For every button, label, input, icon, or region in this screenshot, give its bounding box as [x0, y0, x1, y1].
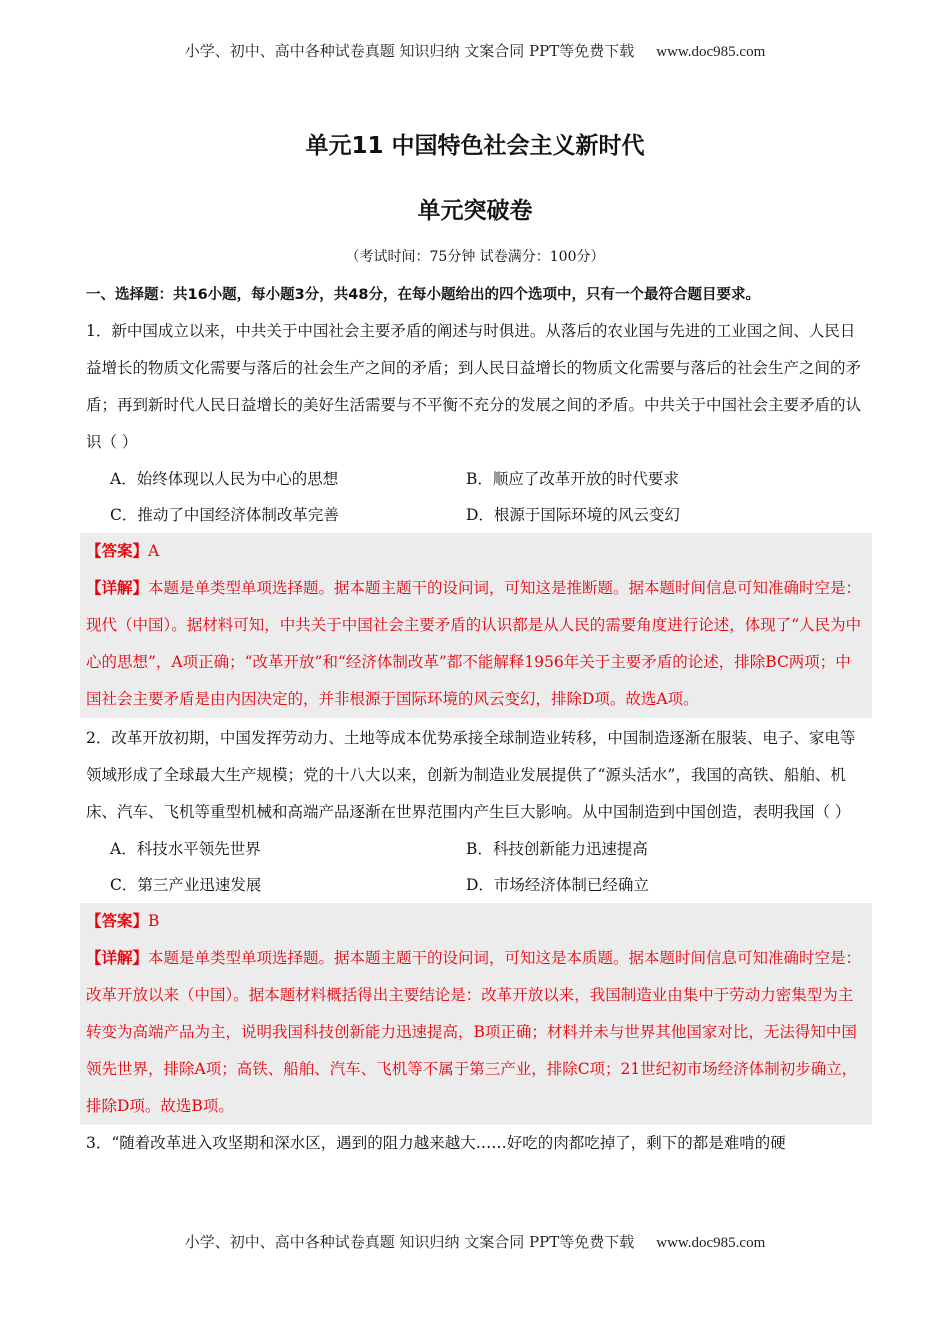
question-1-option-a: A．始终体现以人民为中心的思想 [110, 470, 339, 488]
question-2-stem: 2．改革开放初期，中国发挥劳动力、土地等成本优势承接全球制造业转移，中国制造逐渐在服装、电子、家电等领域形成了全球最大生产规模；党的十八大以来，创新为制造业发展提供了“源头活水”，我国的高铁、船舶、机床、汽车、飞机等重型机械和高端产品逐渐在世界范围内产生巨大影响。从中国制造到中国创造，表明我国（ ） [86, 729, 856, 821]
question-1-stem: 1．新中国成立以来，中共关于中国社会主要矛盾的阐述与时俱进。从落后的农业国与先进的工业国之间、人民日益增长的物质文化需要与落后的社会生产之间的矛盾；到人民日益增长的物质文化需要与落后的社会生产之间的矛盾；再到新时代人民日益增长的美好生活需要与不平衡不充分的发展之间的矛盾。中共关于中国社会主要矛盾的认识（ ） [86, 322, 862, 451]
question-2-option-b: B．科技创新能力迅速提高 [466, 840, 648, 858]
page-subtitle: 单元突破卷 [417, 198, 533, 224]
question-2-option-d: D．市场经济体制已经确立 [466, 876, 649, 894]
header-site-link[interactable]: www.doc985.com [656, 44, 766, 60]
document-body [86, 283, 866, 1162]
page-title: 单元11 中国特色社会主义新时代 [305, 133, 645, 159]
question-2-options [86, 831, 866, 903]
question-1-option-b: B．顺应了改革开放的时代要求 [466, 470, 679, 488]
detail-text: 本题是单类型单项选择题。据本题主题干的设问词，可知这是本质题。据本题时间信息可知准确时空是：改革开放以来（中国）。据本题材料概括得出主要结论是：改革开放以来，我国制造业由集中于劳动力密集型为主转变为高端产品为主，说明我国科技创新能力迅速提高，B项正确；材料并未与世界其他国家对比，无法得知中国领先世界，排除A项；高铁、船舶、汽车、飞机等不属于第三产业，排除C项；21世纪初市场经济体制初步确立，排除D项。故选B项。 [86, 949, 862, 1115]
detail-tag: 【详解】 [86, 949, 149, 967]
question-1-answer [86, 533, 866, 570]
section-heading: 一、选择题：共16小题，每小题3分，共48分，在每小题给出的四个选项中，只有一个最符合题目要求。 [86, 287, 760, 303]
question-2-answer-box [80, 903, 872, 1125]
question-2-option-a: A．科技水平领先世界 [110, 840, 261, 858]
answer-value: B [148, 912, 160, 930]
answer-tag: 【答案】 [86, 912, 149, 930]
question-1-answer-box [80, 533, 872, 718]
answer-tag: 【答案】 [86, 542, 149, 560]
question-2-answer [86, 903, 866, 940]
question-2-detail [86, 940, 866, 1125]
answer-value: A [148, 542, 160, 560]
question-1-option-d: D．根源于国际环境的风云变幻 [466, 506, 680, 524]
detail-text: 本题是单类型单项选择题。据本题主题干的设问词，可知这是推断题。据本题时间信息可知准确时空是：现代（中国）。据材料可知，中共关于中国社会主要矛盾的认识都是从人民的需要角度进行论述，体现了“人民为中心的思想”，A项正确；“改革开放”和“经济体制改革”都不能解释1956年关于主要矛盾的论述，排除BC两项；中国社会主要矛盾是由内因决定的，并非根源于国际环境的风云变幻，排除D项。故选A项。 [86, 579, 862, 708]
question-1-option-c: C．推动了中国经济体制改革完善 [110, 506, 339, 524]
footer-site-link[interactable]: www.doc985.com [656, 1235, 766, 1251]
page-footer [0, 1231, 950, 1252]
footer-text: 小学、初中、高中各种试卷真题 知识归纳 文案合同 PPT等免费下载 [184, 1233, 635, 1251]
question-2-option-c: C．第三产业迅速发展 [110, 876, 262, 894]
question-3-stem: 3．“随着改革进入攻坚期和深水区，遇到的阻力越来越大……好吃的肉都吃掉了，剩下的都是难啃的硬 [86, 1134, 786, 1152]
detail-tag: 【详解】 [86, 579, 149, 597]
question-1-detail [86, 570, 866, 718]
header-text: 小学、初中、高中各种试卷真题 知识归纳 文案合同 PPT等免费下载 [184, 42, 635, 60]
exam-info: （考试时间：75分钟 试卷满分：100分） [345, 249, 605, 265]
question-1-options [86, 461, 866, 533]
page-header [0, 40, 950, 61]
